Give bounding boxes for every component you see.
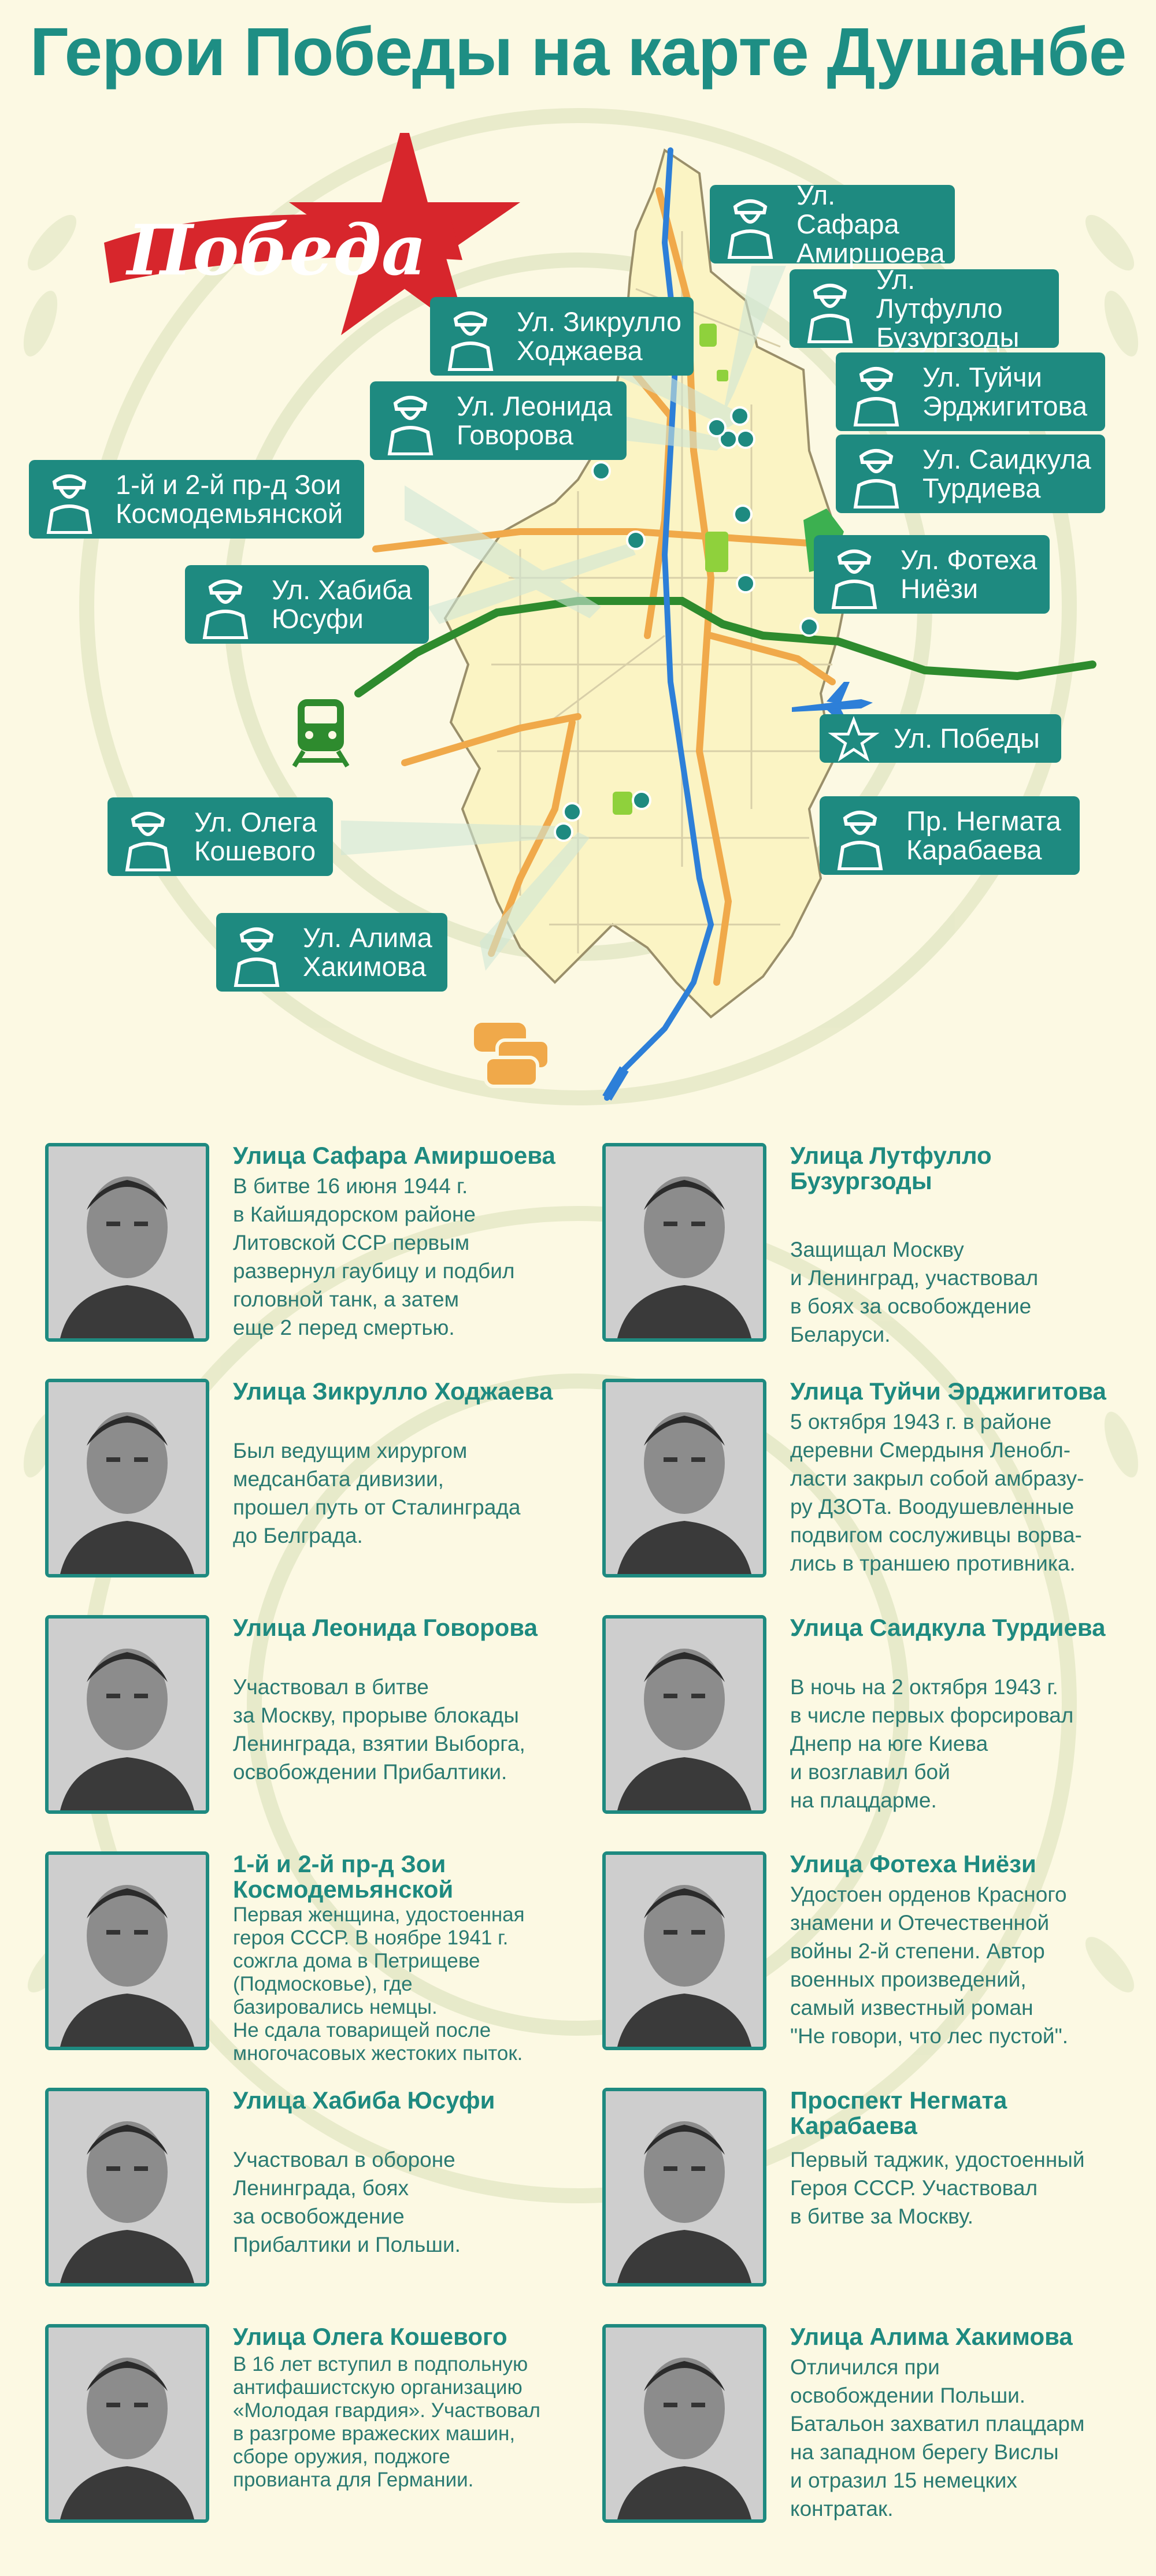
hero-title: Улица Фотеха Ниёзи xyxy=(790,1850,1036,1877)
hero-title: Улица Хабиба Юсуфи xyxy=(233,2087,495,2114)
hero-title: Проспект Негмата Карабаева xyxy=(790,2087,1007,2139)
map-marker xyxy=(555,823,572,841)
hero-title: Улица Саидкула Турдиева xyxy=(790,1614,1106,1641)
map-marker xyxy=(801,618,818,636)
hero-text: 5 октября 1943 г. в районе деревни Смердыня Ленобл- ласти закрыл собой амбразу- ру ДЗОТа. Воодушевленные подвигом сослуживцы ворва- лись в траншею противника. xyxy=(790,1410,1084,1575)
hero-card xyxy=(45,2324,588,2532)
hero-card xyxy=(602,1851,1146,2059)
soldier-icon xyxy=(116,802,180,871)
badge-label: Ул. Лутфулло Бузургзоды xyxy=(876,264,1020,352)
svg-text:Победа: Победа xyxy=(127,210,427,291)
soldier-icon xyxy=(378,386,443,455)
badge-karabaeva[interactable] xyxy=(820,796,1080,875)
badge-khodzhaeva[interactable] xyxy=(430,297,694,376)
hero-title: Улица Лутфулло Бузургзоды xyxy=(790,1142,992,1194)
hero-photo xyxy=(602,1851,766,2050)
hero-card xyxy=(45,1143,588,1351)
hero-text: Участвовал в битве за Москву, прорыве блокады Ленинграда, взятии Выборга, освобождении Прибалтики. xyxy=(233,1675,525,1784)
map-marker xyxy=(731,407,749,425)
cars-icon xyxy=(474,1023,549,1086)
hero-text: Первый таджик, удостоенный Героя СССР. Участвовал в битве за Москву. xyxy=(790,2148,1085,2228)
hero-photo xyxy=(602,1379,766,1577)
badge-label: Пр. Негмата Карабаева xyxy=(906,806,1061,865)
hero-photo xyxy=(602,1615,766,1814)
map-marker xyxy=(734,506,751,523)
badge-buzurgzody[interactable] xyxy=(790,264,1059,352)
star-icon xyxy=(828,715,880,762)
hero-photo xyxy=(602,2088,766,2287)
badge-label: Ул. Зикрулло Ходжаева xyxy=(517,306,682,366)
map-marker xyxy=(737,430,754,448)
train-icon xyxy=(294,699,347,766)
map-marker xyxy=(592,462,610,480)
hero-card xyxy=(45,1615,588,1823)
hero-card xyxy=(45,1379,588,1587)
hero-photo xyxy=(602,2324,766,2523)
hero-text: В 16 лет вступил в подпольную антифашистскую организацию «Молодая гвардия». Участвовал в разгроме вражеских машин, сборе оружия, поджоге провианта для Германии. xyxy=(233,2353,540,2491)
hero-photo xyxy=(45,1143,209,1342)
hero-text: Был ведущим хирургом медсанбата дивизии, прошел путь от Сталинграда до Белграда. xyxy=(233,1439,521,1547)
badge-label: Ул. Хабиба Юсуфи xyxy=(272,574,412,634)
badge-label: 1-й и 2-й пр-д Зои Космодемьянской xyxy=(116,469,343,529)
hero-card xyxy=(45,2088,588,2296)
badge-label: Ул. Фотеха Ниёзи xyxy=(901,544,1038,604)
soldier-icon xyxy=(822,540,887,609)
hero-text: В битве 16 июня 1944 г. в Кайшядорском районе Литовской ССР первым развернул гаубицу и подбил головной танк, а затем еще 2 перед смертью. xyxy=(233,1174,515,1339)
hero-photo xyxy=(45,1851,209,2050)
hero-text: Защищал Москву и Ленинград, участвовал в боях за освобождение Беларуси. xyxy=(790,1238,1039,1346)
badge-kosmodem[interactable] xyxy=(29,460,364,539)
badge-erdzhigitova[interactable] xyxy=(836,352,1105,431)
hero-card xyxy=(602,1615,1146,1823)
hero-text: Отличился при освобождении Польши. Батальон захватил плацдарм на западном берегу Вислы и отразил 15 немецких контратак. xyxy=(790,2355,1085,2521)
soldier-icon xyxy=(718,190,783,259)
soldier-icon xyxy=(193,570,258,639)
hero-card xyxy=(602,2324,1146,2532)
map-marker xyxy=(564,803,581,821)
badge-label: Ул. Сафара Амиршоева xyxy=(796,180,945,268)
hero-photo xyxy=(602,1143,766,1342)
soldier-icon xyxy=(438,302,503,371)
hero-title: 1-й и 2-й пр-д Зои Космодемьянской xyxy=(233,1850,454,1903)
hero-photo xyxy=(45,2088,209,2287)
soldier-icon xyxy=(844,439,909,508)
soldier-icon xyxy=(798,274,862,343)
badge-label: Ул. Саидкула Турдиева xyxy=(922,444,1091,503)
badge-amirshoeva[interactable] xyxy=(710,180,955,268)
badge-label: Ул. Туйчи Эрджигитова xyxy=(922,362,1088,421)
badge-govorova[interactable] xyxy=(370,381,627,460)
hero-title: Улица Зикрулло Ходжаева xyxy=(233,1378,553,1405)
badge-koshevogo[interactable] xyxy=(108,797,333,876)
hero-title: Улица Сафара Амиршоева xyxy=(233,1142,555,1169)
badge-yusufi[interactable] xyxy=(185,565,429,644)
map-marker xyxy=(627,532,644,549)
badge-label: Ул. Алима Хакимова xyxy=(303,922,432,982)
map-marker xyxy=(737,575,754,592)
hero-text: Первая женщина, удостоенная героя СССР. В ноябре 1941 г. сожгла дома в Петрищеве (Подмосковье), где базировались немцы. Не сдала товарищей после многочасовых жестоких пыток. xyxy=(233,1903,525,2065)
hero-title: Улица Олега Кошевого xyxy=(233,2323,507,2350)
soldier-icon xyxy=(844,357,909,426)
hero-title: Улица Алима Хакимова xyxy=(790,2323,1073,2350)
hero-text: Участвовал в обороне Ленинграда, боях за освобождение Прибалтики и Польши. xyxy=(233,2148,461,2256)
soldier-icon xyxy=(828,801,892,870)
soldier-icon xyxy=(37,465,102,534)
hero-text: В ночь на 2 октября 1943 г. в числе первых форсировал Днепр на юге Киева и возглавил бой на плацдарме. xyxy=(790,1675,1074,1812)
hero-photo xyxy=(45,1615,209,1814)
hero-text: Удостоен орденов Красного знамени и Отечественной войны 2-й степени. Автор военных произведений, самый известный роман "Не говори, что лес пустой". xyxy=(790,1883,1069,2048)
map-marker xyxy=(708,419,725,436)
hero-card xyxy=(602,1379,1146,1587)
hero-card xyxy=(45,1850,588,2065)
hero-photo xyxy=(45,1379,209,1577)
map-marker xyxy=(633,792,650,809)
hero-card xyxy=(602,2088,1146,2296)
badge-label: Ул. Леонида Говорова xyxy=(457,391,613,450)
hero-photo xyxy=(45,2324,209,2523)
badge-label: Ул. Победы xyxy=(894,723,1040,754)
badge-nieozi[interactable] xyxy=(814,535,1050,614)
badge-khakimova[interactable] xyxy=(216,913,447,992)
page-title: Герои Победы на карте Душанбе xyxy=(29,14,1127,90)
badge-pobedy[interactable] xyxy=(820,714,1061,763)
hero-title: Улица Леонида Говорова xyxy=(233,1614,538,1641)
badge-label: Ул. Олега Кошевого xyxy=(194,807,317,866)
badge-turdieva[interactable] xyxy=(836,435,1105,513)
hero-card xyxy=(602,1143,1146,1351)
hero-title: Улица Туйчи Эрджигитова xyxy=(790,1378,1106,1405)
soldier-icon xyxy=(224,918,289,987)
